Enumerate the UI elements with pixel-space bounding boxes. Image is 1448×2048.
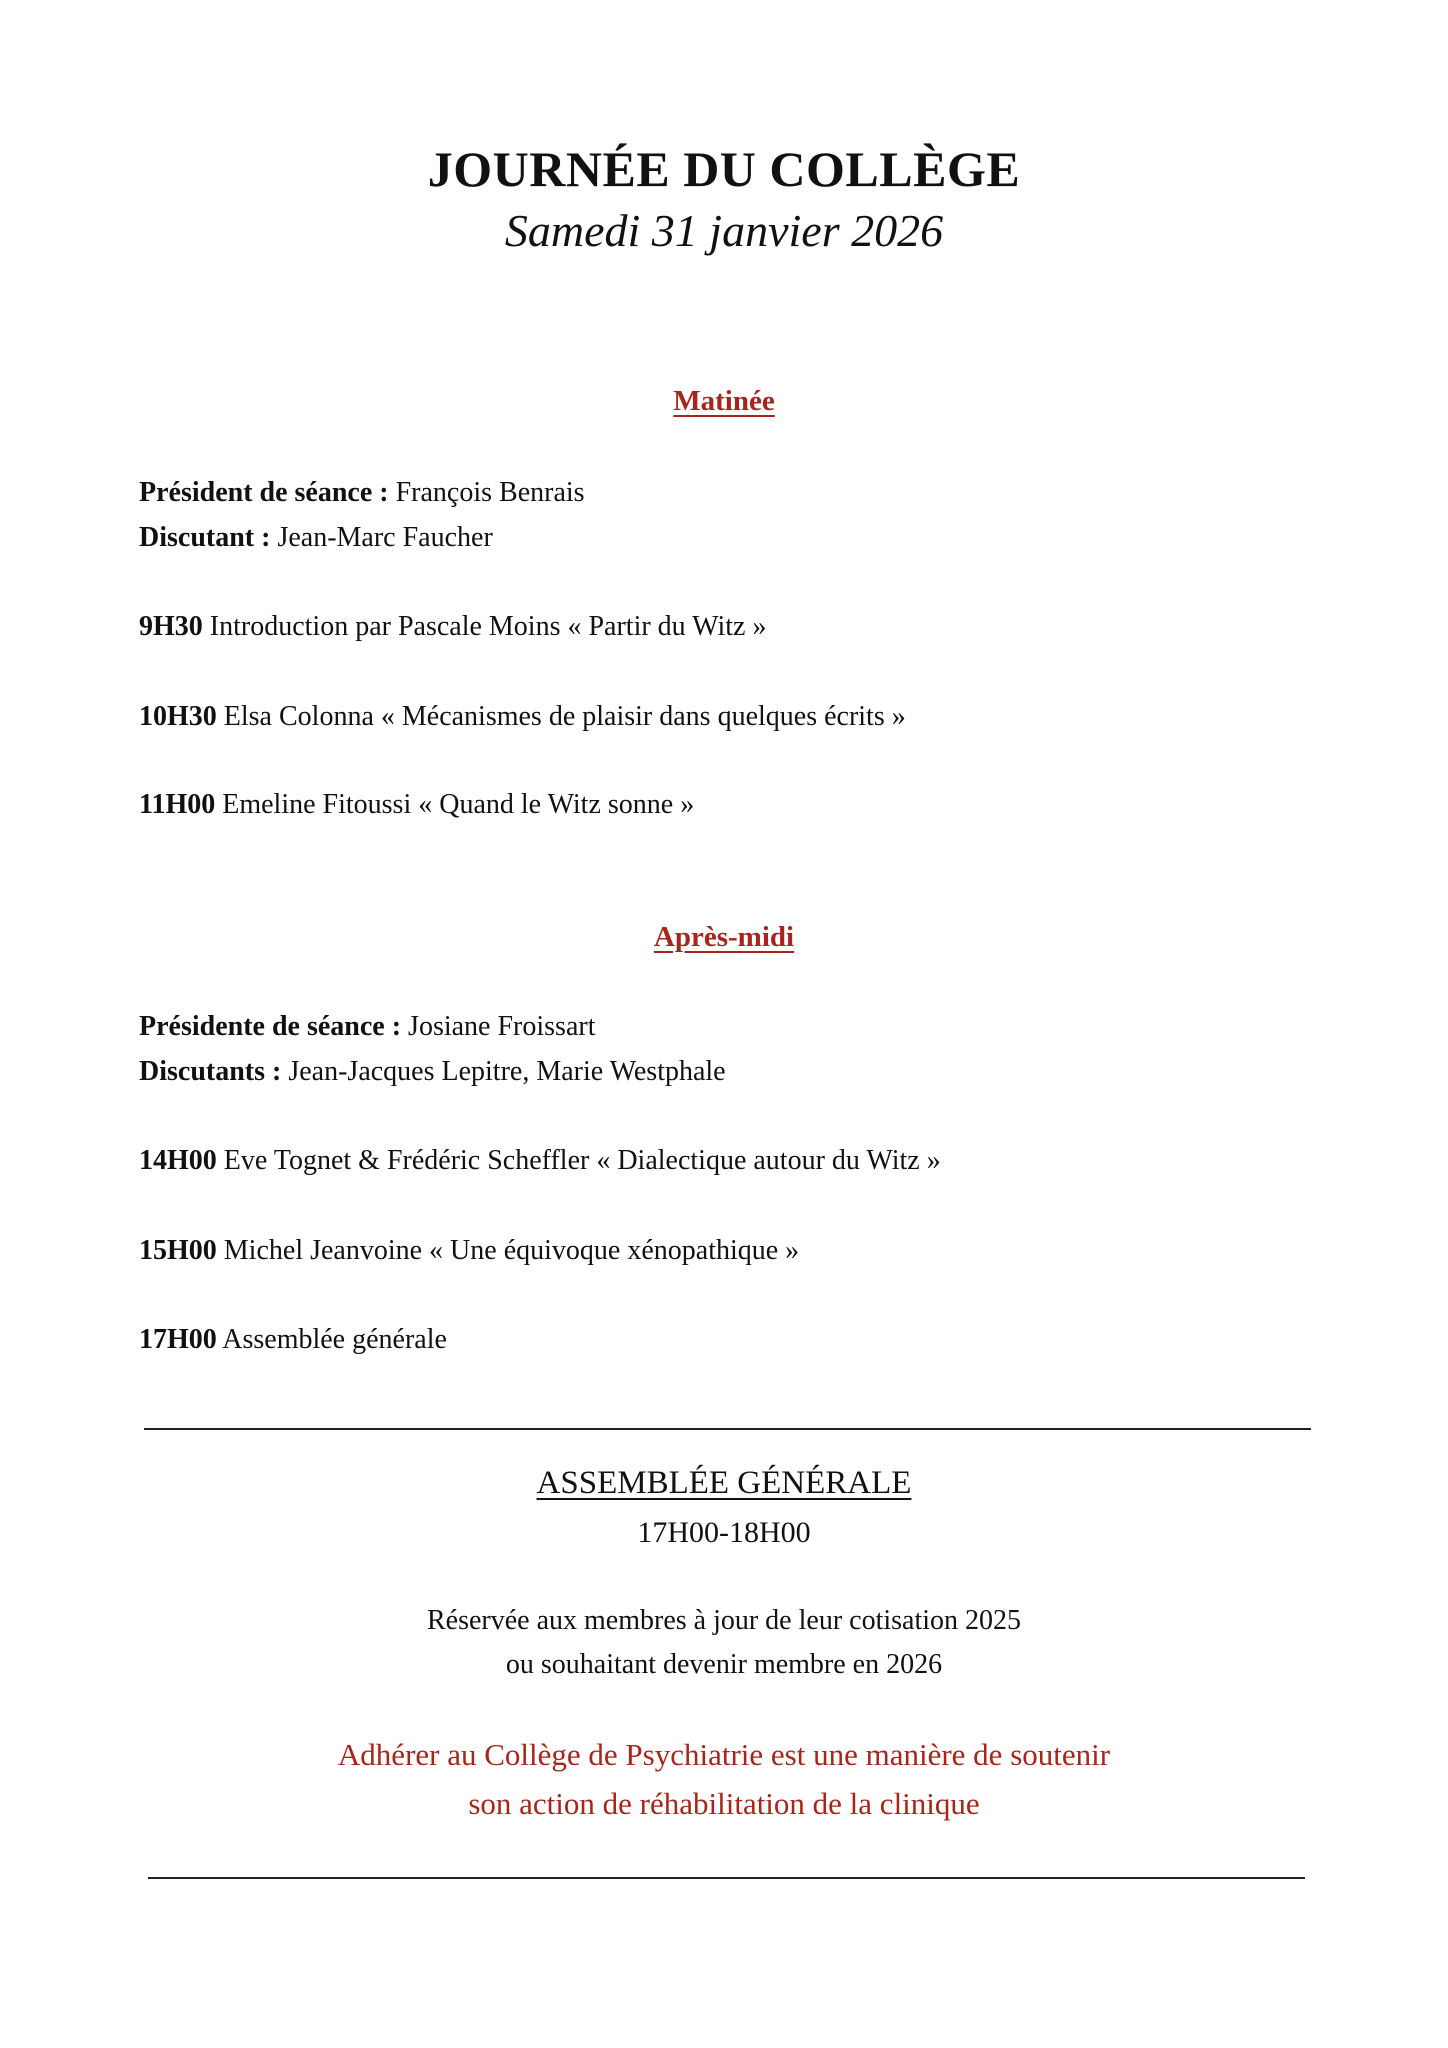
morning-chair: [139, 477, 585, 509]
afternoon-chair: [139, 1011, 595, 1043]
chair-label: Présidente de séance :: [139, 1011, 402, 1042]
schedule-text: Elsa Colonna « Mécanismes de plaisir dans quelques écrits »: [223, 701, 906, 732]
divider-top: [144, 1428, 1311, 1430]
assembly-note-line2: ou souhaitant devenir membre en 2026: [505, 1649, 943, 1680]
schedule-text: Eve Tognet & Frédéric Scheffler « Dialectique autour du Witz »: [223, 1145, 941, 1176]
chair-name: Josiane Froissart: [408, 1011, 596, 1042]
membership-appeal-line1: Adhérer au Collège de Psychiatrie est une manière de soutenir: [337, 1737, 1111, 1772]
schedule-text: Introduction par Pascale Moins « Partir du Witz »: [209, 611, 767, 642]
event-date: Samedi 31 janvier 2026: [504, 205, 944, 256]
membership-appeal-line2: son action de réhabilitation de la clinique: [468, 1786, 980, 1821]
discussant-name: Jean-Jacques Lepitre, Marie Westphale: [288, 1056, 726, 1087]
section-heading-afternoon: Après-midi: [653, 921, 795, 953]
schedule-item: [139, 611, 766, 643]
schedule-item: [139, 1145, 941, 1177]
schedule-time: 15H00: [139, 1235, 217, 1266]
schedule-item: [139, 701, 906, 733]
chair-name: François Benrais: [395, 477, 585, 508]
schedule-text: Assemblée générale: [222, 1324, 447, 1355]
schedule-time: 10H30: [139, 701, 217, 732]
schedule-time: 17H00: [139, 1324, 217, 1355]
discussant-label: Discutants :: [139, 1056, 282, 1087]
morning-discussant: [139, 522, 493, 554]
schedule-item: [139, 789, 694, 821]
assembly-time: 17H00-18H00: [637, 1516, 811, 1549]
discussant-name: Jean-Marc Faucher: [277, 522, 493, 553]
divider-bottom: [148, 1877, 1305, 1879]
schedule-time: 9H30: [139, 611, 203, 642]
schedule-item: [139, 1235, 799, 1267]
assembly-note-line1: Réservée aux membres à jour de leur cotisation 2025: [426, 1605, 1022, 1636]
afternoon-discussants: [139, 1056, 726, 1088]
assembly-title: ASSEMBLÉE GÉNÉRALE: [536, 1465, 912, 1501]
schedule-text: Emeline Fitoussi « Quand le Witz sonne »: [222, 789, 695, 820]
page-title: JOURNÉE DU COLLÈGE: [427, 141, 1021, 197]
section-heading-morning: Matinée: [673, 385, 775, 417]
schedule-text: Michel Jeanvoine « Une équivoque xénopathique »: [223, 1235, 800, 1266]
schedule-time: 11H00: [139, 789, 216, 820]
schedule-item: [139, 1324, 447, 1356]
schedule-time: 14H00: [139, 1145, 217, 1176]
chair-label: Président de séance :: [139, 477, 389, 508]
discussant-label: Discutant :: [139, 522, 271, 553]
